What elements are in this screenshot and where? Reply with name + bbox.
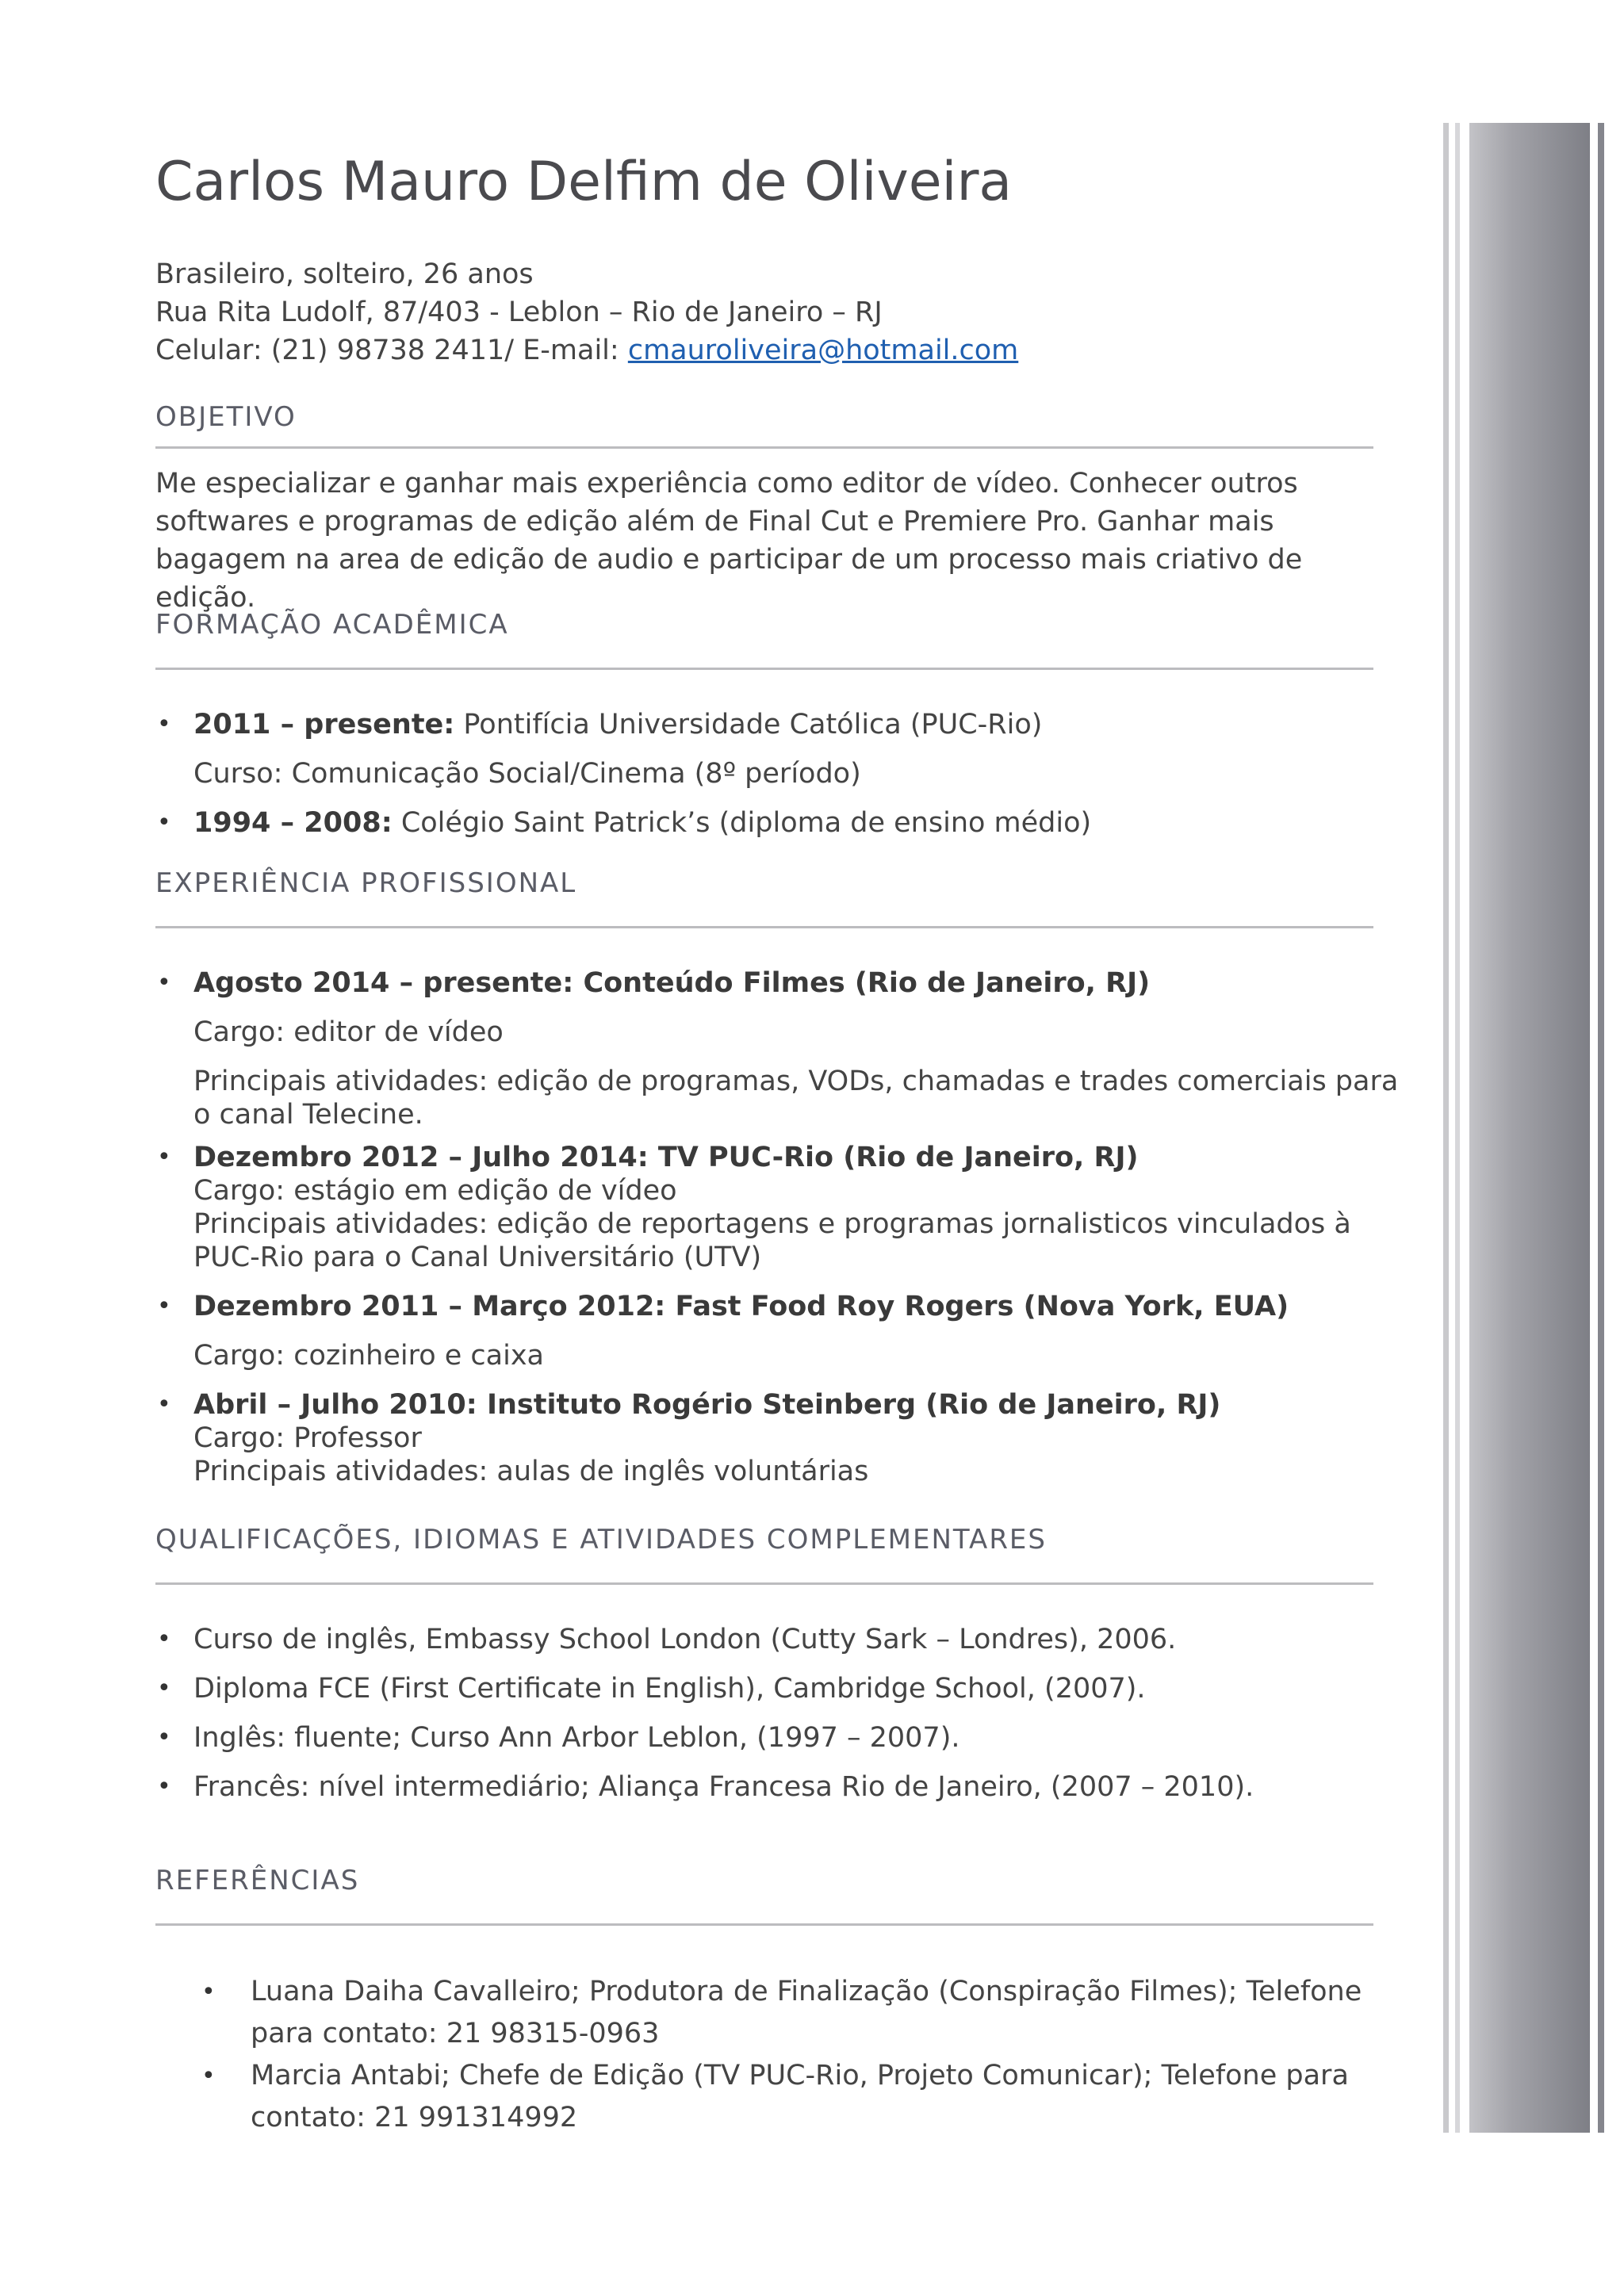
list-item bbox=[155, 1388, 1408, 1488]
section-title-qualificacoes: QUALIFICAÇÕES, IDIOMAS E ATIVIDADES COMPLEMENTARES bbox=[155, 1524, 1048, 1556]
reference: Luana Daiha Cavalleiro; Produtora de Finalização (Conspiração Filmes); Telefone para contato: 21 98315-0963 bbox=[251, 1976, 1362, 2049]
list-item bbox=[201, 2055, 1392, 2139]
institution: Pontifícia Universidade Católica (PUC-Rio) bbox=[454, 709, 1043, 740]
bullet-icon: • bbox=[157, 1724, 171, 1751]
job-role: Cargo: estágio em edição de vídeo bbox=[193, 1175, 677, 1207]
experience-list bbox=[155, 966, 1408, 1488]
address: Rua Rita Ludolf, 87/403 - Leblon – Rio de Janeiro – RJ bbox=[155, 297, 883, 328]
list-item bbox=[155, 1672, 1408, 1705]
bullet-icon: • bbox=[157, 809, 171, 836]
contact-block bbox=[155, 255, 1018, 369]
list-item bbox=[155, 966, 1408, 1131]
job-heading: Agosto 2014 – presente: Conteúdo Filmes (Rio de Janeiro, RJ) bbox=[193, 967, 1151, 999]
course: Curso: Comunicação Social/Cinema (8º período) bbox=[193, 758, 861, 790]
qualification: Curso de inglês, Embassy School London (Cutty Sark – Londres), 2006. bbox=[193, 1624, 1177, 1655]
list-item bbox=[155, 1770, 1408, 1804]
institution: Colégio Saint Patrick’s (diploma de ensino médio) bbox=[392, 807, 1092, 839]
references-list bbox=[201, 1971, 1391, 2139]
section-title-experiencia: EXPERIÊNCIA PROFISSIONAL bbox=[155, 867, 577, 899]
job-role: Cargo: Professor bbox=[193, 1422, 422, 1454]
phone-email-line bbox=[155, 331, 1018, 369]
list-item bbox=[155, 1721, 1408, 1755]
job-heading: Abril – Julho 2010: Instituto Rogério Steinberg (Rio de Janeiro, RJ) bbox=[193, 1389, 1221, 1421]
qualification: Francês: nível intermediário; Aliança Francesa Rio de Janeiro, (2007 – 2010). bbox=[193, 1771, 1254, 1803]
job-activities: Principais atividades: edição de programas, VODs, chamadas e trades comerciais para o canal Telecine. bbox=[193, 1066, 1399, 1131]
job-activities: Principais atividades: edição de reportagens e programas jornalisticos vinculados à PUC-Rio para o Canal Universitário (UTV) bbox=[193, 1208, 1351, 1273]
job-heading: Dezembro 2012 – Julho 2014: TV PUC-Rio (Rio de Janeiro, RJ) bbox=[193, 1142, 1139, 1173]
bullet-icon: • bbox=[201, 1978, 216, 2006]
bullet-icon: • bbox=[157, 1674, 171, 1702]
email-link[interactable]: cmauroliveira@hotmail.com bbox=[627, 335, 1019, 366]
phone-label: Celular: (21) 98738 2411/ E-mail: bbox=[155, 335, 628, 366]
decorative-line bbox=[1443, 123, 1449, 2133]
bullet-icon: • bbox=[201, 2062, 216, 2090]
bullet-icon: • bbox=[157, 1773, 171, 1800]
bullet-icon: • bbox=[157, 1391, 171, 1418]
job-role: Cargo: editor de vídeo bbox=[193, 1016, 504, 1048]
decorative-line bbox=[1455, 123, 1460, 2133]
section-divider bbox=[155, 1582, 1373, 1585]
list-item bbox=[155, 708, 1408, 790]
decorative-line bbox=[1598, 123, 1604, 2133]
section-divider bbox=[155, 668, 1373, 670]
list-item bbox=[155, 1290, 1408, 1372]
bullet-icon: • bbox=[157, 1625, 171, 1653]
education-list bbox=[155, 708, 1408, 840]
section-title-objetivo: OBJETIVO bbox=[155, 401, 297, 433]
bullet-icon: • bbox=[157, 710, 171, 738]
job-role: Cargo: cozinheiro e caixa bbox=[193, 1340, 544, 1372]
section-title-referencias: REFERÊNCIAS bbox=[155, 1865, 360, 1896]
list-item bbox=[155, 1623, 1408, 1656]
bullet-icon: • bbox=[157, 1292, 171, 1320]
list-item bbox=[201, 1971, 1392, 2055]
period: 2011 – presente: bbox=[193, 709, 455, 740]
period: 1994 – 2008: bbox=[193, 807, 393, 839]
section-divider bbox=[155, 926, 1373, 928]
bullet-icon: • bbox=[157, 969, 171, 997]
section-divider bbox=[155, 1923, 1373, 1926]
bullet-icon: • bbox=[157, 1143, 171, 1171]
objective-text: Me especializar e ganhar mais experiência como editor de vídeo. Conhecer outros softwares e programas de edição além de Final Cut e Premiere Pro. Ganhar mais bagagem na area de edição de audio e participar de um processo mais criativo de edição. bbox=[155, 468, 1303, 614]
candidate-name: Carlos Mauro Delfim de Oliveira bbox=[155, 151, 1013, 213]
section-divider bbox=[155, 446, 1373, 449]
decorative-sidebar-bar bbox=[1469, 123, 1590, 2133]
list-item bbox=[155, 1141, 1408, 1274]
personal-info: Brasileiro, solteiro, 26 anos bbox=[155, 258, 534, 290]
qualification: Diploma FCE (First Certificate in English), Cambridge School, (2007). bbox=[193, 1673, 1146, 1705]
job-activities: Principais atividades: aulas de inglês voluntárias bbox=[193, 1456, 869, 1487]
job-heading: Dezembro 2011 – Março 2012: Fast Food Roy Rogers (Nova York, EUA) bbox=[193, 1291, 1289, 1322]
reference: Marcia Antabi; Chefe de Edição (TV PUC-Rio, Projeto Comunicar); Telefone para contato: 21 991314992 bbox=[251, 2060, 1349, 2133]
qualifications-list bbox=[155, 1623, 1408, 1804]
list-item bbox=[155, 806, 1408, 840]
qualification: Inglês: fluente; Curso Ann Arbor Leblon, (1997 – 2007). bbox=[193, 1722, 960, 1754]
section-title-formacao: FORMAÇÃO ACADÊMICA bbox=[155, 609, 509, 641]
